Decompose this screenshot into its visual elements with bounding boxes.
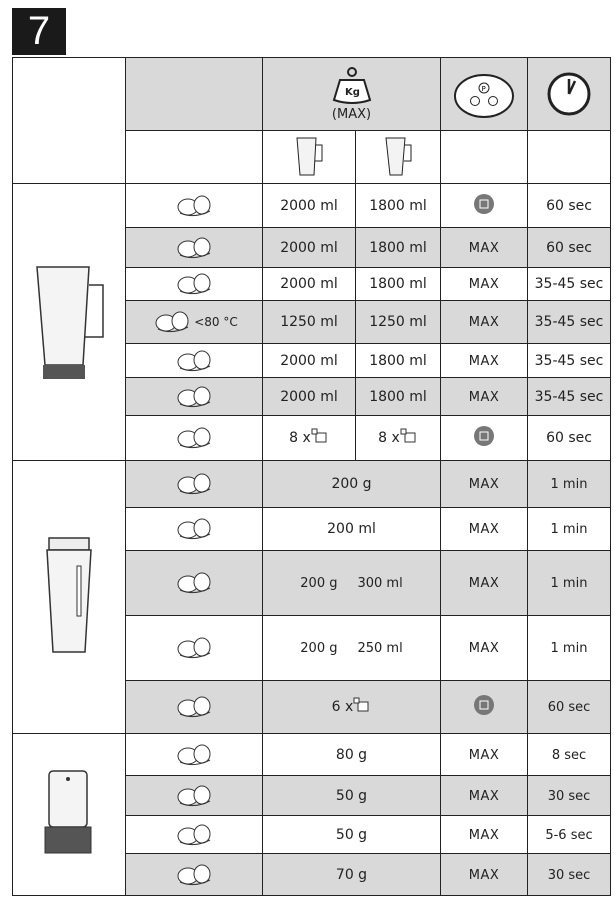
speed-value: MAX bbox=[468, 240, 500, 256]
food-cell bbox=[126, 378, 263, 416]
jar-type-plastic bbox=[263, 131, 356, 184]
amount-cell bbox=[263, 461, 441, 508]
time-cell bbox=[528, 734, 611, 776]
food-cell bbox=[126, 184, 263, 228]
time-value: 35-45 sec bbox=[534, 352, 604, 369]
almonds-icon bbox=[172, 820, 216, 850]
drink-glass-icon bbox=[172, 233, 216, 263]
amount-part: 200 g bbox=[300, 641, 338, 656]
amount-value: 1800 ml bbox=[369, 239, 427, 256]
time-value: 35-45 sec bbox=[534, 314, 604, 330]
food-cell bbox=[126, 734, 263, 776]
amount-value: 6 x bbox=[331, 699, 354, 715]
amount-value: 1800 ml bbox=[369, 388, 427, 405]
grinder-mill-cell bbox=[13, 734, 126, 896]
kg-weight-icon bbox=[332, 66, 372, 106]
amount-value: 200 g bbox=[331, 476, 372, 492]
food-cell bbox=[126, 508, 263, 551]
amount-value: 80 g bbox=[335, 746, 368, 763]
jar-type-glass bbox=[356, 131, 441, 184]
speed-value: MAX bbox=[468, 747, 500, 763]
time-cell bbox=[528, 508, 611, 551]
glass-jar-amount bbox=[356, 301, 441, 344]
usage-table bbox=[12, 57, 611, 896]
amount-value: 8 x bbox=[378, 430, 400, 446]
speed-cell bbox=[441, 461, 528, 508]
ice-cube-icon bbox=[400, 428, 418, 448]
header-time-cell bbox=[528, 58, 611, 131]
speed-value: MAX bbox=[468, 641, 500, 656]
speed-cell bbox=[441, 184, 528, 228]
amount-value: 1800 ml bbox=[369, 276, 427, 292]
amount-value: 200 ml bbox=[327, 521, 376, 537]
speed-cell bbox=[441, 551, 528, 616]
plastic-jar-amount bbox=[263, 378, 356, 416]
time-cell bbox=[528, 854, 611, 896]
amount-value: 2000 ml bbox=[280, 197, 338, 214]
table-row bbox=[13, 734, 611, 776]
time-value: 1 min bbox=[550, 522, 588, 537]
speed-cell bbox=[441, 854, 528, 896]
speed-cell bbox=[441, 301, 528, 344]
food-cell bbox=[126, 228, 263, 268]
plastic-jar-amount bbox=[263, 184, 356, 228]
ice-cubes-icon bbox=[172, 692, 216, 722]
glass-jar-amount bbox=[356, 344, 441, 378]
header-food-cell-lower bbox=[126, 131, 263, 184]
control-dial-icon bbox=[451, 68, 517, 120]
pancake-batter-icon bbox=[172, 346, 216, 376]
speed-cell bbox=[441, 816, 528, 854]
amount-part: 300 ml bbox=[357, 576, 403, 591]
amount-cell bbox=[263, 734, 441, 776]
time-cell bbox=[528, 301, 611, 344]
ice-cubes-icon bbox=[172, 423, 216, 453]
glass-jar-icon bbox=[383, 135, 413, 179]
time-value: 8 sec bbox=[551, 747, 587, 763]
time-cell bbox=[528, 816, 611, 854]
time-cell bbox=[528, 776, 611, 816]
food-cell bbox=[126, 344, 263, 378]
food-cell bbox=[126, 461, 263, 508]
speed-cell bbox=[441, 228, 528, 268]
speed-value: MAX bbox=[468, 576, 500, 591]
amount-value: 8 x bbox=[289, 430, 311, 446]
speed-cell bbox=[441, 268, 528, 301]
glass-jar-amount bbox=[356, 378, 441, 416]
speed-value: MAX bbox=[468, 827, 500, 843]
time-value: 60 sec bbox=[546, 430, 592, 446]
speed-cell bbox=[441, 416, 528, 461]
ice-cube-icon bbox=[311, 428, 329, 448]
time-value: 1 min bbox=[550, 576, 588, 591]
plastic-jar-amount bbox=[263, 344, 356, 378]
speed-cell bbox=[441, 344, 528, 378]
to-go-bottle-icon bbox=[27, 532, 111, 658]
sauce-bowl-icon bbox=[172, 382, 216, 412]
amount-value: 2000 ml bbox=[280, 388, 338, 405]
time-value: 35-45 sec bbox=[534, 276, 604, 292]
food-cell bbox=[126, 416, 263, 461]
amount-value: 2000 ml bbox=[280, 276, 338, 292]
header-speed-cell-lower bbox=[441, 131, 528, 184]
amount-value: 2000 ml bbox=[280, 239, 338, 256]
time-cell bbox=[528, 378, 611, 416]
speed-cell bbox=[441, 681, 528, 734]
grinder-mill-icon bbox=[27, 767, 111, 859]
time-value: 30 sec bbox=[547, 788, 591, 804]
header-time-cell-lower bbox=[528, 131, 611, 184]
speed-cell bbox=[441, 776, 528, 816]
amount-cell bbox=[263, 616, 441, 681]
amount-value: 2000 ml bbox=[280, 352, 338, 369]
amount-cell bbox=[263, 816, 441, 854]
amount-cell bbox=[263, 681, 441, 734]
food-cell bbox=[126, 551, 263, 616]
food-cell bbox=[126, 854, 263, 896]
time-value: 5-6 sec bbox=[545, 827, 593, 843]
speed-value: MAX bbox=[468, 867, 500, 883]
smoothie-fruit-icon bbox=[172, 191, 216, 221]
amount-part: 250 ml bbox=[357, 641, 403, 656]
speed-value: MAX bbox=[468, 315, 500, 330]
broccoli-icon bbox=[172, 514, 216, 544]
time-value: 1 min bbox=[550, 641, 588, 656]
hot-soup-icon bbox=[150, 307, 194, 337]
speed-value: MAX bbox=[468, 353, 500, 369]
time-value: 35-45 sec bbox=[534, 388, 604, 405]
speed-cell bbox=[441, 508, 528, 551]
glass-jar-amount bbox=[356, 416, 441, 461]
svg-text:Kg: Kg bbox=[344, 87, 360, 98]
page-number: 7 bbox=[12, 8, 66, 55]
amount-part: 200 g bbox=[300, 576, 338, 591]
speed-cell bbox=[441, 378, 528, 416]
time-cell bbox=[528, 681, 611, 734]
blender-jar-icon bbox=[27, 257, 111, 383]
plastic-jar-amount bbox=[263, 416, 356, 461]
plastic-jar-amount bbox=[263, 228, 356, 268]
coffee-beans-icon bbox=[172, 781, 216, 811]
food-cell bbox=[126, 616, 263, 681]
ice-crush-program-icon bbox=[474, 426, 494, 446]
food-cell bbox=[126, 681, 263, 734]
vegetable-juice-icon bbox=[172, 568, 216, 598]
time-value: 60 sec bbox=[546, 239, 592, 256]
smoothie-program-icon bbox=[474, 194, 494, 214]
food-cell bbox=[126, 301, 263, 344]
plastic-jar-amount bbox=[263, 268, 356, 301]
time-cell bbox=[528, 344, 611, 378]
amount-value: 50 g bbox=[335, 826, 368, 843]
amount-value: 50 g bbox=[335, 787, 368, 804]
weight-max-label: (MAX) bbox=[331, 107, 372, 122]
amount-value: 70 g bbox=[335, 866, 368, 883]
time-cell bbox=[528, 228, 611, 268]
amount-cell bbox=[263, 776, 441, 816]
time-cell bbox=[528, 461, 611, 508]
plastic-jar-amount bbox=[263, 301, 356, 344]
time-value: 60 sec bbox=[546, 197, 592, 214]
plastic-jar-icon bbox=[294, 135, 324, 179]
food-cell bbox=[126, 816, 263, 854]
amount-value: 1250 ml bbox=[369, 314, 427, 330]
clock-icon bbox=[546, 71, 592, 117]
amount-value: 1250 ml bbox=[280, 314, 338, 330]
header-appliance-cell bbox=[13, 58, 126, 184]
speed-value: MAX bbox=[468, 477, 500, 492]
mixed-fruits-icon bbox=[172, 469, 216, 499]
glass-jar-amount bbox=[356, 184, 441, 228]
svg-text:P: P bbox=[481, 85, 486, 93]
to-go-bottle-cell bbox=[13, 461, 126, 734]
glass-jar-amount bbox=[356, 268, 441, 301]
time-value: 1 min bbox=[550, 477, 588, 492]
speed-cell bbox=[441, 616, 528, 681]
time-cell bbox=[528, 416, 611, 461]
blender-jar-cell bbox=[13, 184, 126, 461]
header-food-cell bbox=[126, 58, 263, 131]
time-value: 60 sec bbox=[547, 700, 591, 715]
glass-jar-amount bbox=[356, 228, 441, 268]
amount-value: 1800 ml bbox=[369, 197, 427, 214]
temperature-note: <80 °C bbox=[194, 315, 238, 329]
speed-value: MAX bbox=[468, 522, 500, 537]
ice-crush-program-icon bbox=[474, 695, 494, 715]
header-speed-cell bbox=[441, 58, 528, 131]
amount-cell bbox=[263, 854, 441, 896]
amount-value: 1800 ml bbox=[369, 352, 427, 369]
ice-cube-icon bbox=[353, 697, 371, 717]
speed-cell bbox=[441, 734, 528, 776]
time-value: 30 sec bbox=[547, 867, 591, 883]
table-row bbox=[13, 461, 611, 508]
food-cell bbox=[126, 776, 263, 816]
amount-cell bbox=[263, 508, 441, 551]
time-cell bbox=[528, 551, 611, 616]
speed-value: MAX bbox=[468, 277, 500, 292]
header-weight-cell bbox=[263, 58, 441, 131]
food-cell bbox=[126, 268, 263, 301]
fruit-smoothie-icon bbox=[172, 633, 216, 663]
speed-value: MAX bbox=[468, 389, 500, 405]
banana-fruits-icon bbox=[172, 269, 216, 299]
time-cell bbox=[528, 616, 611, 681]
time-cell bbox=[528, 268, 611, 301]
amount-cell bbox=[263, 551, 441, 616]
time-cell bbox=[528, 184, 611, 228]
table-row bbox=[13, 184, 611, 228]
peppercorns-icon bbox=[172, 860, 216, 890]
speed-value: MAX bbox=[468, 788, 500, 804]
nuts-icon bbox=[172, 740, 216, 770]
